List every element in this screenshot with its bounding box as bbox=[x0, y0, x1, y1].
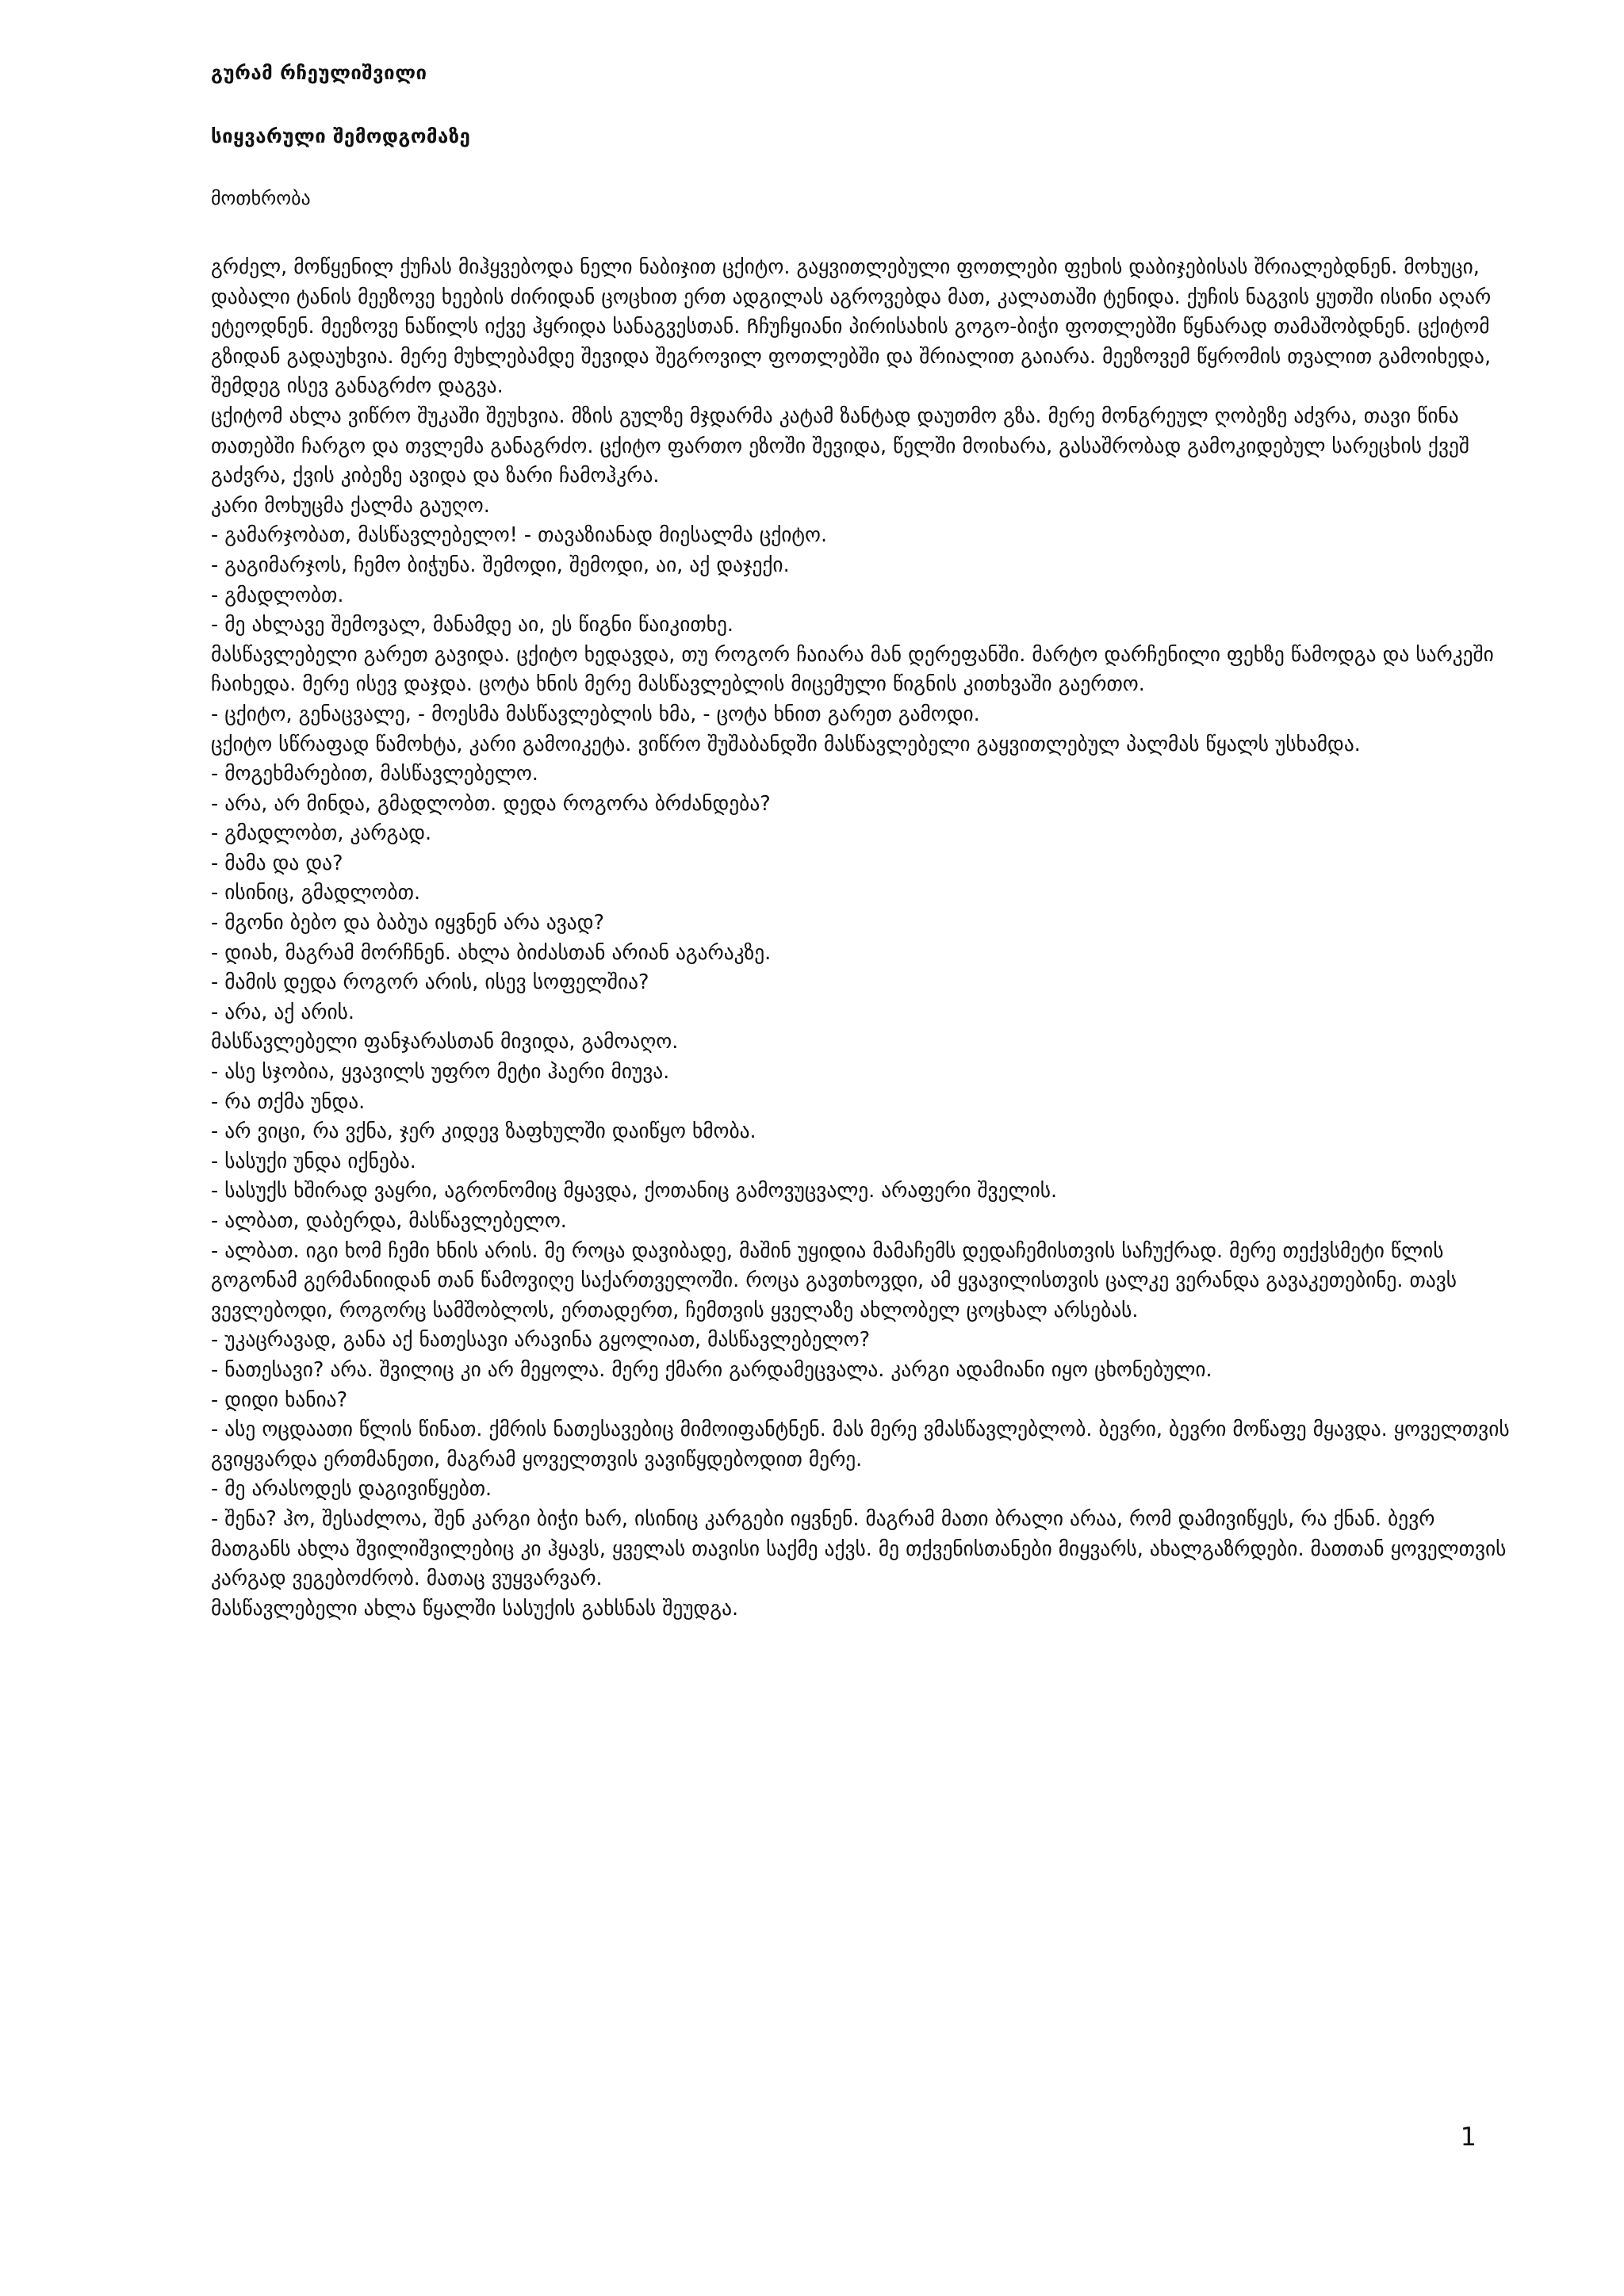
paragraph: - მე ახლავე შემოვალ, მანამდე აი, ეს წიგნი წაიკითხე. bbox=[211, 612, 733, 637]
paragraph: - არა, აქ არის. bbox=[211, 999, 354, 1024]
paragraph: - ალბათ, დაბერდა, მასწავლებელო. bbox=[211, 1208, 567, 1232]
paragraph: - არ ვიცი, რა ვქნა, ჯერ კიდევ ზაფხულში დაიწყო ხმობა. bbox=[211, 1119, 756, 1143]
paragraph: - ალბათ. იგი ხომ ჩემი ხნის არის. მე როცა დავიბადე, მაშინ უყიდია მამაჩემს დედაჩემისთვის საჩუქრად. მერე თექვსმეტი წლის გოგონამ გერმანიიდან თან წამოვიღე საქართველოში. როცა გავთხოვდი, ამ ყვავილისთვის ცალკე ვერანდა გავაკეთებინე. თავს ვევლებოდი, როგორც სამშობლოს, ერთადერთ, ჩემთვის ყველაზე ახლობელ ცოცხალ არსებას. bbox=[211, 1238, 1457, 1322]
paragraph: - რა თქმა უნდა. bbox=[211, 1089, 366, 1113]
paragraph: მასწავლებელი ახლა წყალში სასუქის გახსნას შეუდგა. bbox=[211, 1595, 739, 1620]
paragraph: - მგონი ბებო და ბაბუა იყვნენ არა ავად? bbox=[211, 910, 604, 935]
paragraph: - ცქიტო, გენაცვალე, - მოესმა მასწავლებლის ხმა, - ცოტა ხნით გარეთ გამოდი. bbox=[211, 701, 980, 725]
author-name: გურამ რჩეულიშვილი bbox=[211, 62, 427, 84]
paragraph: - ასე ოცდაათი წლის წინათ. ქმრის ნათესავებიც მიმოიფანტნენ. მას მერე ვმასწავლებლობ. ბევრი, ბევრი მოწაფე მყავდა. ყოველთვის გვიყვარდა ერთმანეთი, მაგრამ ყოველთვის ვავიწყდებოდით მერე. bbox=[211, 1417, 1510, 1471]
page-number: 1 bbox=[1460, 2122, 1477, 2152]
genre-label: მოთხრობა bbox=[211, 187, 311, 209]
paragraph: კარი მოხუცმა ქალმა გაუღო. bbox=[211, 492, 490, 517]
paragraph: მასწავლებელი გარეთ გავიდა. ცქიტო ხედავდა, თუ როგორ ჩაიარა მან დერეფანში. მარტო დარჩენილი ფეხზე წამოდგა და სარკეში ჩაიხედა. მერე ისევ დაჯდა. ცოტა ხნის მერე მასწავლებლის მიცემული წიგნის კითხვაში გაერთო. bbox=[211, 641, 1494, 696]
paragraph: - სასუქი უნდა იქნება. bbox=[211, 1148, 416, 1173]
paragraph: - გაგიმარჯოს, ჩემო ბიჭუნა. შემოდი, შემოდი, აი, აქ დაჯექი. bbox=[211, 552, 790, 576]
paragraph: გრძელ, მოწყენილ ქუჩას მიჰყვებოდა ნელი ნაბიჯით ცქიტო. გაყვითლებული ფოთლები ფეხის დაბიჯებისას შრიალებდნენ. მოხუცი, დაბალი ტანის მეეზოვე ხეების ძირიდან ცოცხით ერთ ადგილას აგროვებდა მათ, კალათაში ტენიდა. ქუჩის ნაგვის ყუთში ისინი აღარ ეტეოდნენ. მეეზოვე ნაწილს იქვე ჰყრიდა სანაგვესთან. Ჩჩუჩყიანი პირისახის გოგო-ბიჭი ფოთლებში წყნარად თამაშობდნენ. ცქიტომ გზიდან გადაუხვია. მერე მუხლებამდე შევიდა შეგროვილ ფოთლებში და შრიალით გაიარა. მეეზოვემ წყრომის თვალით გამოიხედა, შემდეგ ისევ განაგრძო დაგვა. bbox=[211, 254, 1492, 398]
paragraph: - მამის დედა როგორ არის, ისევ სოფელშია? bbox=[211, 970, 649, 994]
paragraph: - მე არასოდეს დაგივიწყებთ. bbox=[211, 1476, 492, 1501]
paragraph: - მოგეხმარებით, მასწავლებელო. bbox=[211, 761, 538, 786]
paragraph: - დიდი ხანია? bbox=[211, 1387, 348, 1411]
paragraph: - არა, არ მინდა, გმადლობთ. დედა როგორა ბრძანდება? bbox=[211, 790, 771, 815]
paragraph: - შენა? ჰო, შესაძლოა, შენ კარგი ბიჭი ხარ, ისინიც კარგები იყვნენ. მაგრამ მათი ბრალი არაა, რომ დამივიწყეს, რა ქნან. ბევრ მათგანს ახლა შვილიშვილებიც კი ჰყავს, ყველას თავისი საქმე აქვს. მე თქვენისთანები მიყვარს, ახალგაზრდები. მათთან ყოველთვის კარგად ვეგებოძრობ. მათაც ვუყვარვარ. bbox=[211, 1506, 1507, 1590]
paragraph: - გამარჯობათ, მასწავლებელო! - თავაზიანად მიესალმა ცქიტო. bbox=[211, 522, 828, 547]
paragraph: - ნათესავი? არა. შვილიც კი არ მეყოლა. მერე ქმარი გარდამეცვალა. კარგი ადამიანი იყო ცხონებული. bbox=[211, 1357, 1212, 1381]
paragraph: - მამა და და? bbox=[211, 850, 343, 874]
story-title: სიყვარული შემოდგომაზე bbox=[211, 125, 471, 147]
paragraph: - გმადლობთ. bbox=[211, 582, 344, 607]
paragraph: მასწავლებელი ფანჯარასთან მივიდა, გამოაღო. bbox=[211, 1029, 679, 1054]
paragraph: - ისინიც, გმადლობთ. bbox=[211, 880, 421, 905]
paragraph: - ასე სჯობია, ყვავილს უფრო მეტი ჰაერი მიუვა. bbox=[211, 1059, 670, 1084]
paragraph: - დიახ, მაგრამ მორჩნენ. ახლა ბიძასთან არიან აგარაკზე. bbox=[211, 939, 772, 964]
paragraph: - გმადლობთ, კარგად. bbox=[211, 821, 432, 845]
paragraph: ცქიტო სწრაფად წამოხტა, კარი გამოიკეტა. ვიწრო შუშაბანდში მასწავლებელი გაყვითლებულ პალმას წყალს უსხამდა. bbox=[211, 731, 1361, 756]
paragraph: ცქიტომ ახლა ვიწრო შუკაში შეუხვია. მზის გულზე მჯდარმა კატამ ზანტად დაუთმო გზა. მერე მონგრეულ ღობეზე აძვრა, თავი წინა თათებში ჩარგო და თვლემა განაგრძო. ცქიტო ფართო ეზოში შევიდა, წელში მოიხარა, გასაშრობად გამოკიდებულ სარეცხის ქვეშ გაძვრა, ქვის კიბეზე ავიდა და ზარი ჩამოჰკრა. bbox=[211, 403, 1470, 488]
story-body bbox=[211, 252, 1511, 1623]
paragraph: - სასუქს ხშირად ვაყრი, აგრონომიც მყავდა, ქოთანიც გამოვუცვალე. არაფერი შველის. bbox=[211, 1178, 1058, 1203]
paragraph: - უკაცრავად, განა აქ ნათესავი არავინა გყოლიათ, მასწავლებელო? bbox=[211, 1327, 871, 1352]
